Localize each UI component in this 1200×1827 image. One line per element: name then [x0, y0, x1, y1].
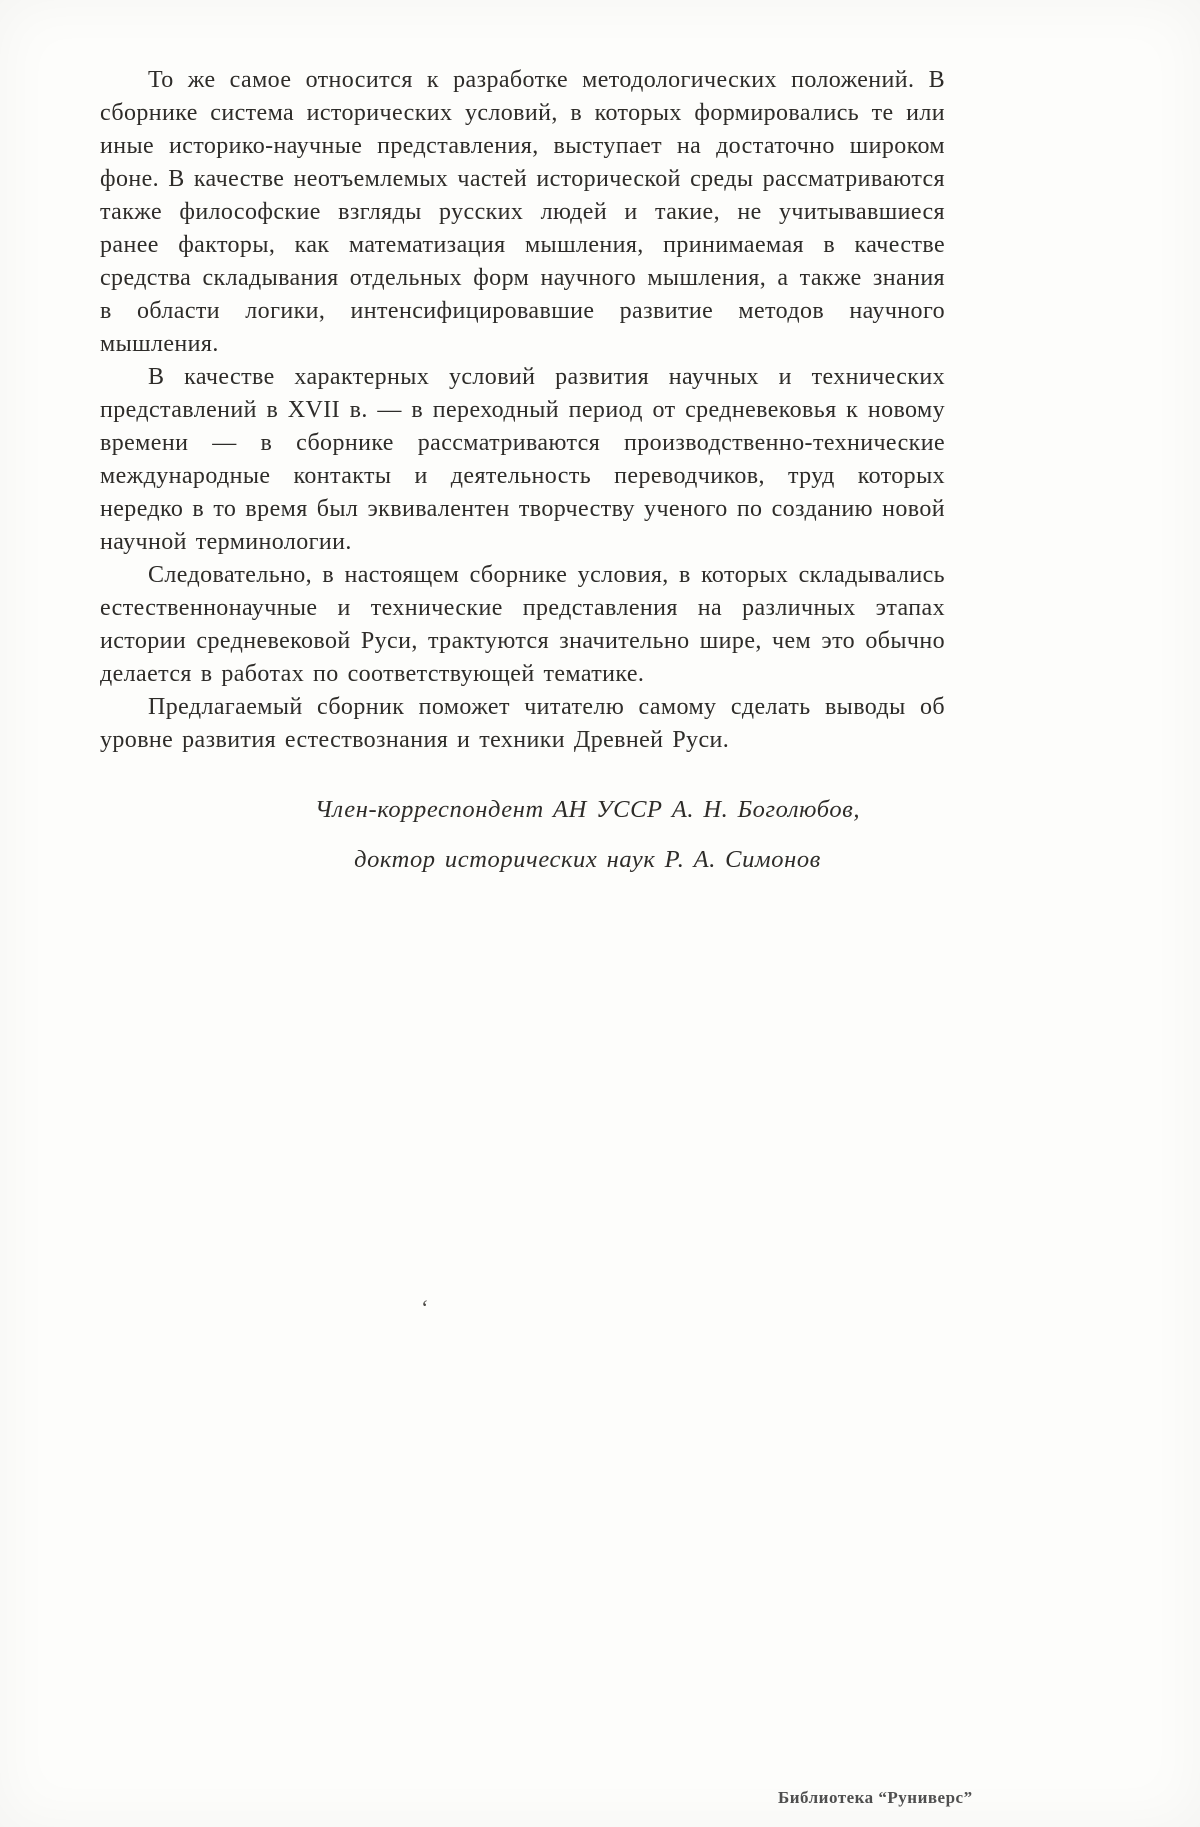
library-watermark: Библиотека “Руниверс” — [778, 1788, 973, 1807]
signature-block — [100, 785, 945, 885]
scan-artifact-mark: ʻ — [420, 1295, 428, 1320]
paragraph-xvii-century: В качестве характерных условий развития научных и технических представлений в XVII в. — в переходный период от средневековья к новому времени — в сборнике рассматриваются производственно-технические международные контакты и деятельность переводчиков, труд которых нередко в то время был эквивалентен творчеству ученого по созданию новой научной терминологии. — [100, 364, 945, 555]
signature-line-bogolyubov: Член-корреспондент АН УССР А. Н. Боголюбов, — [314, 796, 861, 823]
signature-line-simonov: доктор исторических наук Р. А. Симонов — [354, 846, 821, 873]
paragraph-conclusion-scope: Следовательно, в настоящем сборнике условия, в которых складывались естественнонаучные и технические представления на различных этапах истории средневековой Руси, трактуются значительно шире, чем это обычно делается в работах по соответствующей тематике. — [100, 562, 945, 687]
paragraph-methodology: То же самое относится к разработке методологических положений. В сборнике система исторических условий, в которых формировались те или иные историко-научные представления, выступает на достаточно широком фоне. В качестве неотъемлемых частей исторической среды рассматриваются также философские взгляды русских людей и такие, не учитывавшиеся ранее факторы, как математизация мышления, принимаемая в качестве средства складывания отдельных форм научного мышления, а также знания в области логики, интенсифицировавшие развитие методов научного мышления. — [100, 67, 945, 357]
page-text-block — [100, 64, 945, 885]
paragraph-closing: Предлагаемый сборник поможет читателю самому сделать выводы об уровне развития естествознания и техники Древней Руси. — [100, 694, 945, 753]
